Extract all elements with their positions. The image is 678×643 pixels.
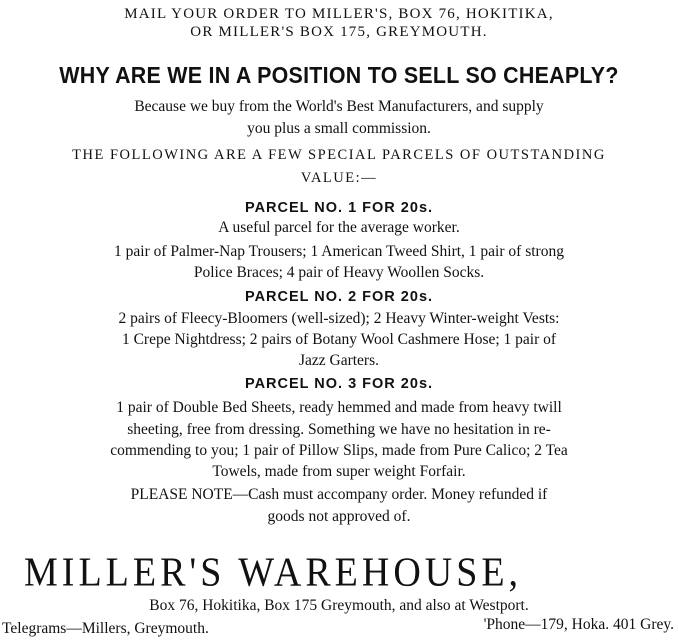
phone-line: 'Phone—179, Hoka. 401 Grey. (483, 616, 674, 633)
parcel-3-line: 1 pair of Double Bed Sheets, ready hemmed and made from heavy twill (116, 399, 562, 416)
mail-order-line-1: MAIL YOUR ORDER TO MILLER'S, BOX 76, HOKITIKA, (124, 6, 554, 22)
parcel-3-line: sheeting, free from dressing. Something we have no hesitation in re- (127, 421, 551, 438)
please-note-line-1: PLEASE NOTE—Cash must accompany order. Money refunded if (130, 486, 548, 503)
please-note-line-2: goods not approved of. (267, 508, 411, 525)
address-line: Box 76, Hokitika, Box 175 Greymouth, and also at Westport. (149, 597, 529, 614)
telegrams-line: Telegrams—Millers, Greymouth. (2, 620, 209, 637)
parcel-3-title: PARCEL NO. 3 FOR 20s. (244, 376, 434, 392)
reason-line-1: Because we buy from the World's Best Manufacturers, and supply (134, 98, 544, 115)
parcel-1-title: PARCEL NO. 1 FOR 20s. (244, 200, 434, 216)
headline: WHY ARE WE IN A POSITION TO SELL SO CHEAPLY? (59, 62, 619, 88)
reason-line-2: you plus a small commission. (247, 120, 431, 137)
parcel-2-line: 1 Crepe Nightdress; 2 pairs of Botany Wool Cashmere Hose; 1 pair of (121, 331, 557, 348)
parcel-1-line: 1 pair of Palmer-Nap Trousers; 1 American Tweed Shirt, 1 pair of strong (114, 243, 564, 260)
masthead-millers-warehouse: MILLER'S WAREHOUSE, (24, 549, 523, 596)
intro-line-2: VALUE:— (300, 170, 378, 186)
mail-order-line-2: OR MILLER'S BOX 175, GREYMOUTH. (190, 24, 488, 40)
parcel-2-line: Jazz Garters. (298, 352, 380, 369)
parcel-3-line: commending to you; 1 pair of Pillow Slips, made from Pure Calico; 2 Tea (110, 442, 568, 459)
parcel-1-line: A useful parcel for the average worker. (218, 219, 460, 236)
parcel-3-line: Towels, made from super weight Forfair. (212, 463, 466, 480)
parcel-1-line: Police Braces; 4 pair of Heavy Woollen Socks. (193, 264, 485, 281)
intro-line-1: THE FOLLOWING ARE A FEW SPECIAL PARCELS OF OUTSTANDING (72, 147, 606, 163)
parcel-2-title: PARCEL NO. 2 FOR 20s. (244, 289, 434, 305)
parcel-2-line: 2 pairs of Fleecy-Bloomers (well-sized); 2 Heavy Winter-weight Vests: (118, 310, 560, 327)
